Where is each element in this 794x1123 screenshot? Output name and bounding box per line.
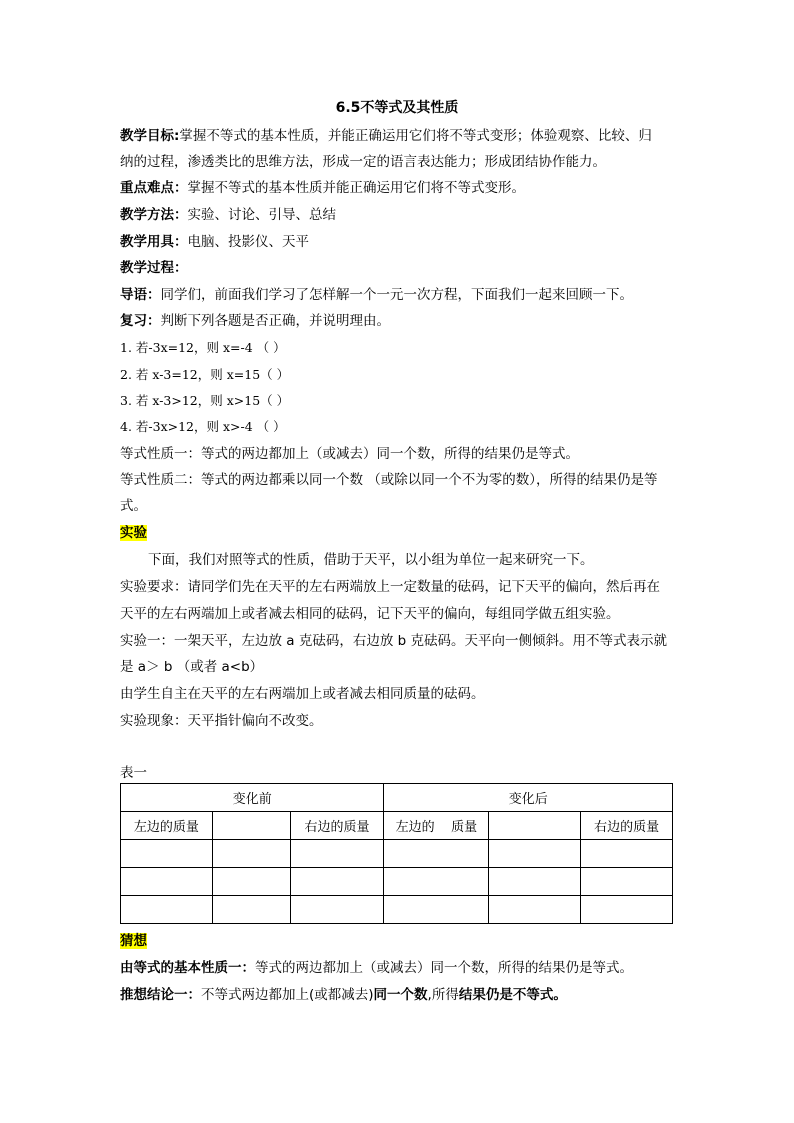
header-after: 变化后 — [384, 784, 673, 812]
experiment-heading — [120, 524, 147, 542]
experiment-table — [120, 783, 673, 924]
method-text: 实验、讨论、引导、总结 — [187, 207, 336, 223]
goal-text-1: 掌握不等式的基本性质，并能正确运用它们将不等式变形；体验观察、比较、归 — [179, 128, 652, 144]
subheader-left-mass-before: 左边的质量 — [121, 812, 213, 840]
intro-line — [120, 286, 633, 304]
table-cell — [121, 840, 213, 868]
table-cell — [581, 840, 673, 868]
page-title: 6.5不等式及其性质 — [335, 100, 459, 116]
guess-conclusion-text-3: ,所得 — [427, 987, 459, 1003]
guess-conclusion-label: 推想结论一： — [120, 987, 201, 1003]
process-label: 教学过程： — [120, 260, 188, 276]
goal-line-2: 纳的过程，渗透类比的思维方法，形成一定的语言表达能力；形成团结协作能力。 — [120, 154, 606, 170]
goal-label: 教学目标: — [120, 128, 180, 144]
table-cell — [489, 812, 581, 840]
review-text: 判断下列各题是否正确，并说明理由。 — [160, 313, 390, 329]
table-cell — [489, 896, 581, 924]
goal-line-1 — [120, 127, 652, 145]
experiment-intro: 下面，我们对照等式的性质，借助于天平，以小组为单位一起来研究一下。 — [148, 552, 594, 568]
focus-label: 重点难点： — [120, 180, 188, 196]
table-caption: 表一 — [120, 765, 147, 781]
method-label: 教学方法： — [120, 207, 188, 223]
table-cell — [290, 840, 384, 868]
experiment-one-line-1: 实验一：一架天平，左边放 a 克砝码，右边放 b 克砝码。天平向一侧倾斜。用不等式表示就 — [120, 633, 668, 649]
table-cell — [489, 868, 581, 896]
table-cell — [121, 896, 213, 924]
guess-conclusion-text-4: 结果仍是不等式。 — [458, 987, 567, 1003]
equality-property-2-line-2: 式。 — [120, 498, 147, 514]
table-cell — [384, 868, 489, 896]
table-cell — [290, 868, 384, 896]
table-cell — [581, 868, 673, 896]
guess-basis-line — [120, 959, 633, 977]
question-3: 3. 若 x-3>12，则 x>15（ ） — [120, 393, 290, 408]
subheader-left-mass-after: 左边的 质量 — [384, 812, 489, 840]
table-row — [121, 840, 673, 868]
table-cell — [121, 868, 213, 896]
experiment-student-action: 由学生自主在天平的左右两端加上或者减去相同质量的砝码。 — [120, 686, 485, 702]
table-cell — [489, 840, 581, 868]
experiment-observation: 实验现象：天平指针偏向不改变。 — [120, 713, 323, 729]
focus-line — [120, 179, 525, 197]
question-2: 2. 若 x-3=12，则 x=15（ ） — [120, 367, 290, 382]
intro-label: 导语： — [120, 287, 161, 303]
guess-basis-text: 等式的两边都加上（或减去）同一个数，所得的结果仍是等式。 — [255, 960, 633, 976]
table-row — [121, 896, 673, 924]
table-cell — [581, 896, 673, 924]
guess-basis-label: 由等式的基本性质一： — [120, 960, 255, 976]
equality-property-1: 等式性质一：等式的两边都加上（或减去）同一个数，所得的结果仍是等式。 — [120, 446, 579, 462]
experiment-requirement-2: 天平的左右两端加上或者减去相同的砝码，记下天平的偏向，每组同学做五组实验。 — [120, 606, 620, 622]
guess-conclusion-line — [120, 986, 567, 1004]
subheader-right-mass-after: 右边的质量 — [581, 812, 673, 840]
table-cell — [212, 812, 290, 840]
tools-line — [120, 233, 309, 251]
guess-conclusion-text-2: 同一个数 — [373, 987, 428, 1003]
intro-text: 同学们，前面我们学习了怎样解一个一元一次方程，下面我们一起来回顾一下。 — [160, 287, 633, 303]
table-row — [121, 868, 673, 896]
table-cell — [212, 840, 290, 868]
table-cell — [384, 840, 489, 868]
question-1: 1. 若-3x=12，则 x=-4 （ ） — [120, 340, 286, 355]
header-before: 变化前 — [121, 784, 384, 812]
experiment-heading-text: 实验 — [120, 525, 147, 541]
experiment-requirement-1: 实验要求：请同学们先在天平的左右两端放上一定数量的砝码，记下天平的偏向，然后再在 — [120, 579, 660, 595]
review-line — [120, 312, 390, 330]
guess-heading — [120, 932, 147, 950]
table-subheader-row — [121, 812, 673, 840]
experiment-one-line-2: 是 a＞ b （或者 a<b） — [120, 659, 264, 675]
equality-property-2-line-1: 等式性质二：等式的两边都乘以同一个数 （或除以同一个不为零的数），所得的结果仍是等 — [120, 472, 658, 488]
table-cell — [212, 868, 290, 896]
table-cell — [212, 896, 290, 924]
table-header-row — [121, 784, 673, 812]
method-line — [120, 206, 336, 224]
guess-heading-text: 猜想 — [120, 933, 147, 949]
question-4: 4. 若-3x>12，则 x>-4 （ ） — [120, 419, 286, 434]
table-cell — [384, 896, 489, 924]
guess-conclusion-text-1: 不等式两边都加上(或都减去) — [201, 987, 374, 1003]
tools-label: 教学用具： — [120, 234, 188, 250]
focus-text: 掌握不等式的基本性质并能正确运用它们将不等式变形。 — [187, 180, 525, 196]
tools-text: 电脑、投影仪、天平 — [187, 234, 309, 250]
subheader-right-mass-before: 右边的质量 — [290, 812, 384, 840]
table-cell — [290, 896, 384, 924]
review-label: 复习： — [120, 313, 161, 329]
